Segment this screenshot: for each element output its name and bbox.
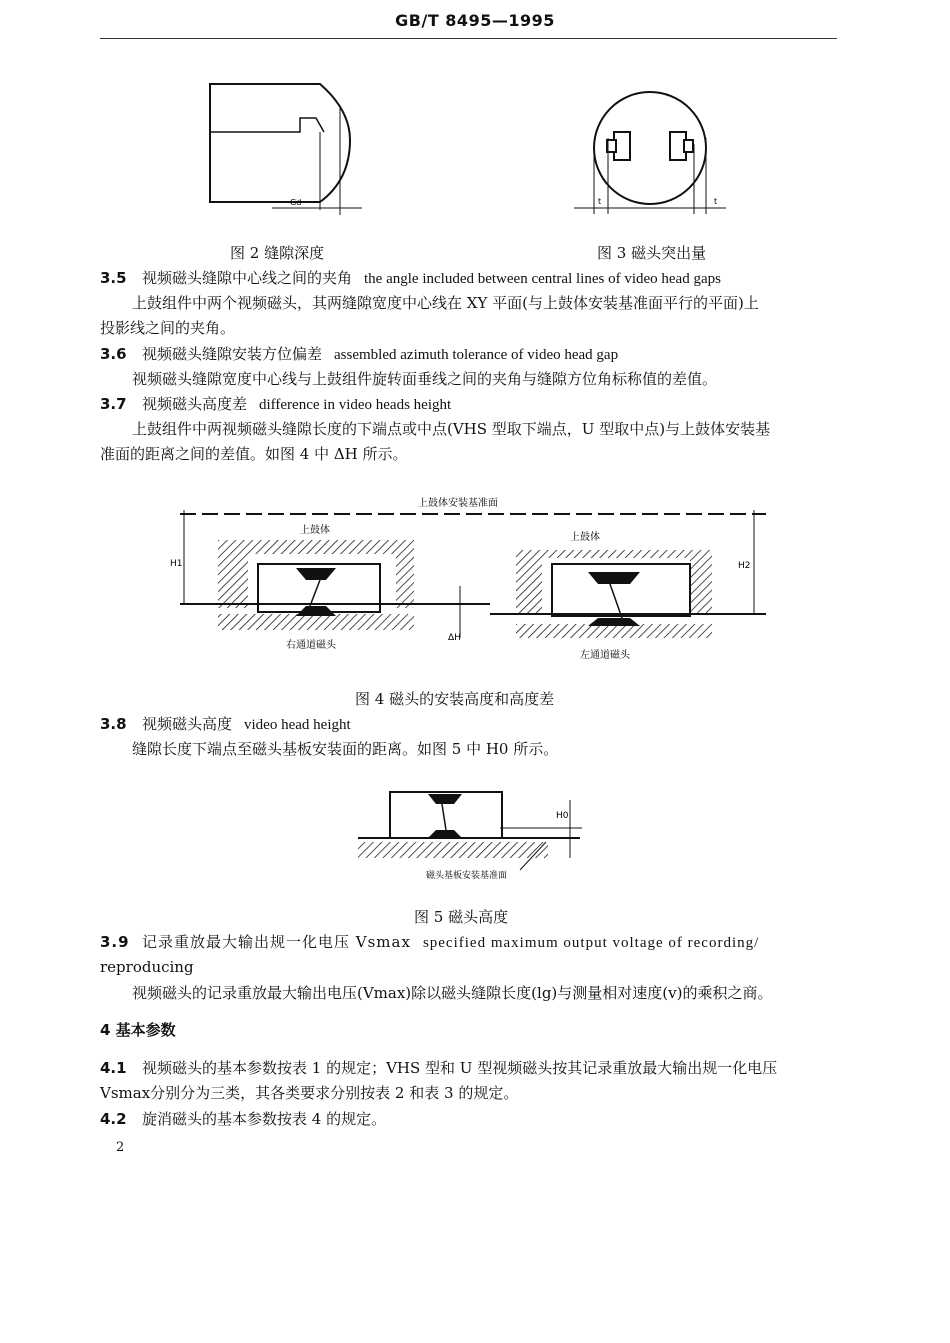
fig4-left-top-label: 上鼓体 xyxy=(300,525,330,536)
section-number: 4.2 xyxy=(100,1110,127,1128)
section-title: 视频磁头高度 xyxy=(142,715,233,733)
paragraph: 旋消磁头的基本参数按表 4 的规定。 xyxy=(142,1110,387,1128)
section-number: 4.1 xyxy=(100,1059,127,1077)
figure-5-caption: 图 5 磁头高度 xyxy=(414,908,509,926)
figure-3-caption: 图 3 磁头突出量 xyxy=(597,244,707,262)
fig5-h0-label: H0 xyxy=(556,811,569,821)
paragraph: 缝隙长度下端点至磁头基板安装面的距离。如图 5 中 H0 所示。 xyxy=(132,740,559,758)
section-title: 视频磁头缝隙安装方位偏差 xyxy=(142,345,323,363)
section-number: 3.9 xyxy=(100,933,130,951)
section-title-en: assembled azimuth tolerance of video head gap xyxy=(334,347,619,363)
section-title-en: the angle included between central lines of video head gaps xyxy=(364,271,721,287)
fig4-h1-label: H1 xyxy=(170,559,183,569)
fig4-h2-label: H2 xyxy=(738,561,751,571)
figure-4-head-heights xyxy=(160,488,780,668)
figure-2-gap-depth xyxy=(190,70,380,220)
section-3-8 xyxy=(100,714,837,735)
section-3-5 xyxy=(100,268,837,289)
paragraph: 视频磁头缝隙宽度中心线与上鼓组件旋转面垂线之间的夹角与缝隙方位角标称值的差值。 xyxy=(132,370,718,388)
fig4-right-bottom-label: 左通道磁头 xyxy=(580,650,630,661)
paragraph: 准面的距离之间的差值。如图 4 中 ΔH 所示。 xyxy=(100,445,408,463)
section-number: 3.5 xyxy=(100,269,127,287)
section-4-1 xyxy=(100,1058,837,1078)
fig4-top-label: 上鼓体安装基准面 xyxy=(418,498,498,509)
page-number: 2 xyxy=(116,1140,125,1155)
figure-2-caption: 图 2 缝隙深度 xyxy=(230,244,325,262)
section-title: 视频磁头高度差 xyxy=(142,395,248,413)
figure-4-caption: 图 4 磁头的安装高度和高度差 xyxy=(355,690,555,708)
section-number: 3.7 xyxy=(100,395,127,413)
paragraph: 上鼓组件中两视频磁头缝隙长度的下端点或中点(VHS 型取下端点，U 型取中点)与上鼓体安装基 xyxy=(132,420,771,438)
paragraph: 上鼓组件中两个视频磁头，其两缝隙宽度中心线在 XY 平面(与上鼓体安装基准面平行的平面)上 xyxy=(132,294,759,312)
section-3-9-line2: reproducing xyxy=(100,958,194,976)
fig3-t-label-left: t xyxy=(598,197,602,206)
section-4-heading: 4 基本参数 xyxy=(100,1021,176,1039)
fig4-left-bottom-label: 右通道磁头 xyxy=(286,640,336,651)
section-title: 视频磁头缝隙中心线之间的夹角 xyxy=(142,269,353,287)
fig3-t-label-right: t xyxy=(714,197,718,206)
fig5-bottom-label: 磁头基板安装基准面 xyxy=(426,871,508,881)
figure-5-head-height xyxy=(350,780,590,890)
fig2-gd-label: Gd xyxy=(290,198,302,207)
section-number: 3.6 xyxy=(100,345,127,363)
section-number: 3.8 xyxy=(100,715,127,733)
section-title-en: specified maximum output voltage of recording/ xyxy=(422,935,760,951)
paragraph: 视频磁头的基本参数按表 1 的规定；VHS 型和 U 型视频磁头按其记录重放最大输出规一化电压 xyxy=(142,1059,778,1077)
section-4-2 xyxy=(100,1109,837,1129)
paragraph: Vsmax分别分为三类，其各类要求分别按表 2 和表 3 的规定。 xyxy=(100,1084,519,1102)
section-3-6 xyxy=(100,344,837,365)
section-title: 记录重放最大输出规一化电压 Vsmax xyxy=(142,933,411,951)
paragraph: 视频磁头的记录重放最大输出电压(Vmax)除以磁头缝隙长度(lg)与测量相对速度(v)的乘积之商。 xyxy=(132,984,773,1002)
figure-3-head-protrusion xyxy=(570,88,730,218)
section-3-9 xyxy=(100,932,837,953)
fig4-dh-label: ΔH xyxy=(448,633,461,643)
section-3-7 xyxy=(100,394,837,415)
paragraph: 投影线之间的夹角。 xyxy=(100,319,236,337)
fig4-right-top-label: 上鼓体 xyxy=(570,532,600,543)
header-rule xyxy=(100,38,837,39)
section-title-en: difference in video heads height xyxy=(259,397,452,413)
section-title-en: video head height xyxy=(244,717,351,733)
standard-code-header: GB/T 8495—1995 xyxy=(395,11,555,30)
